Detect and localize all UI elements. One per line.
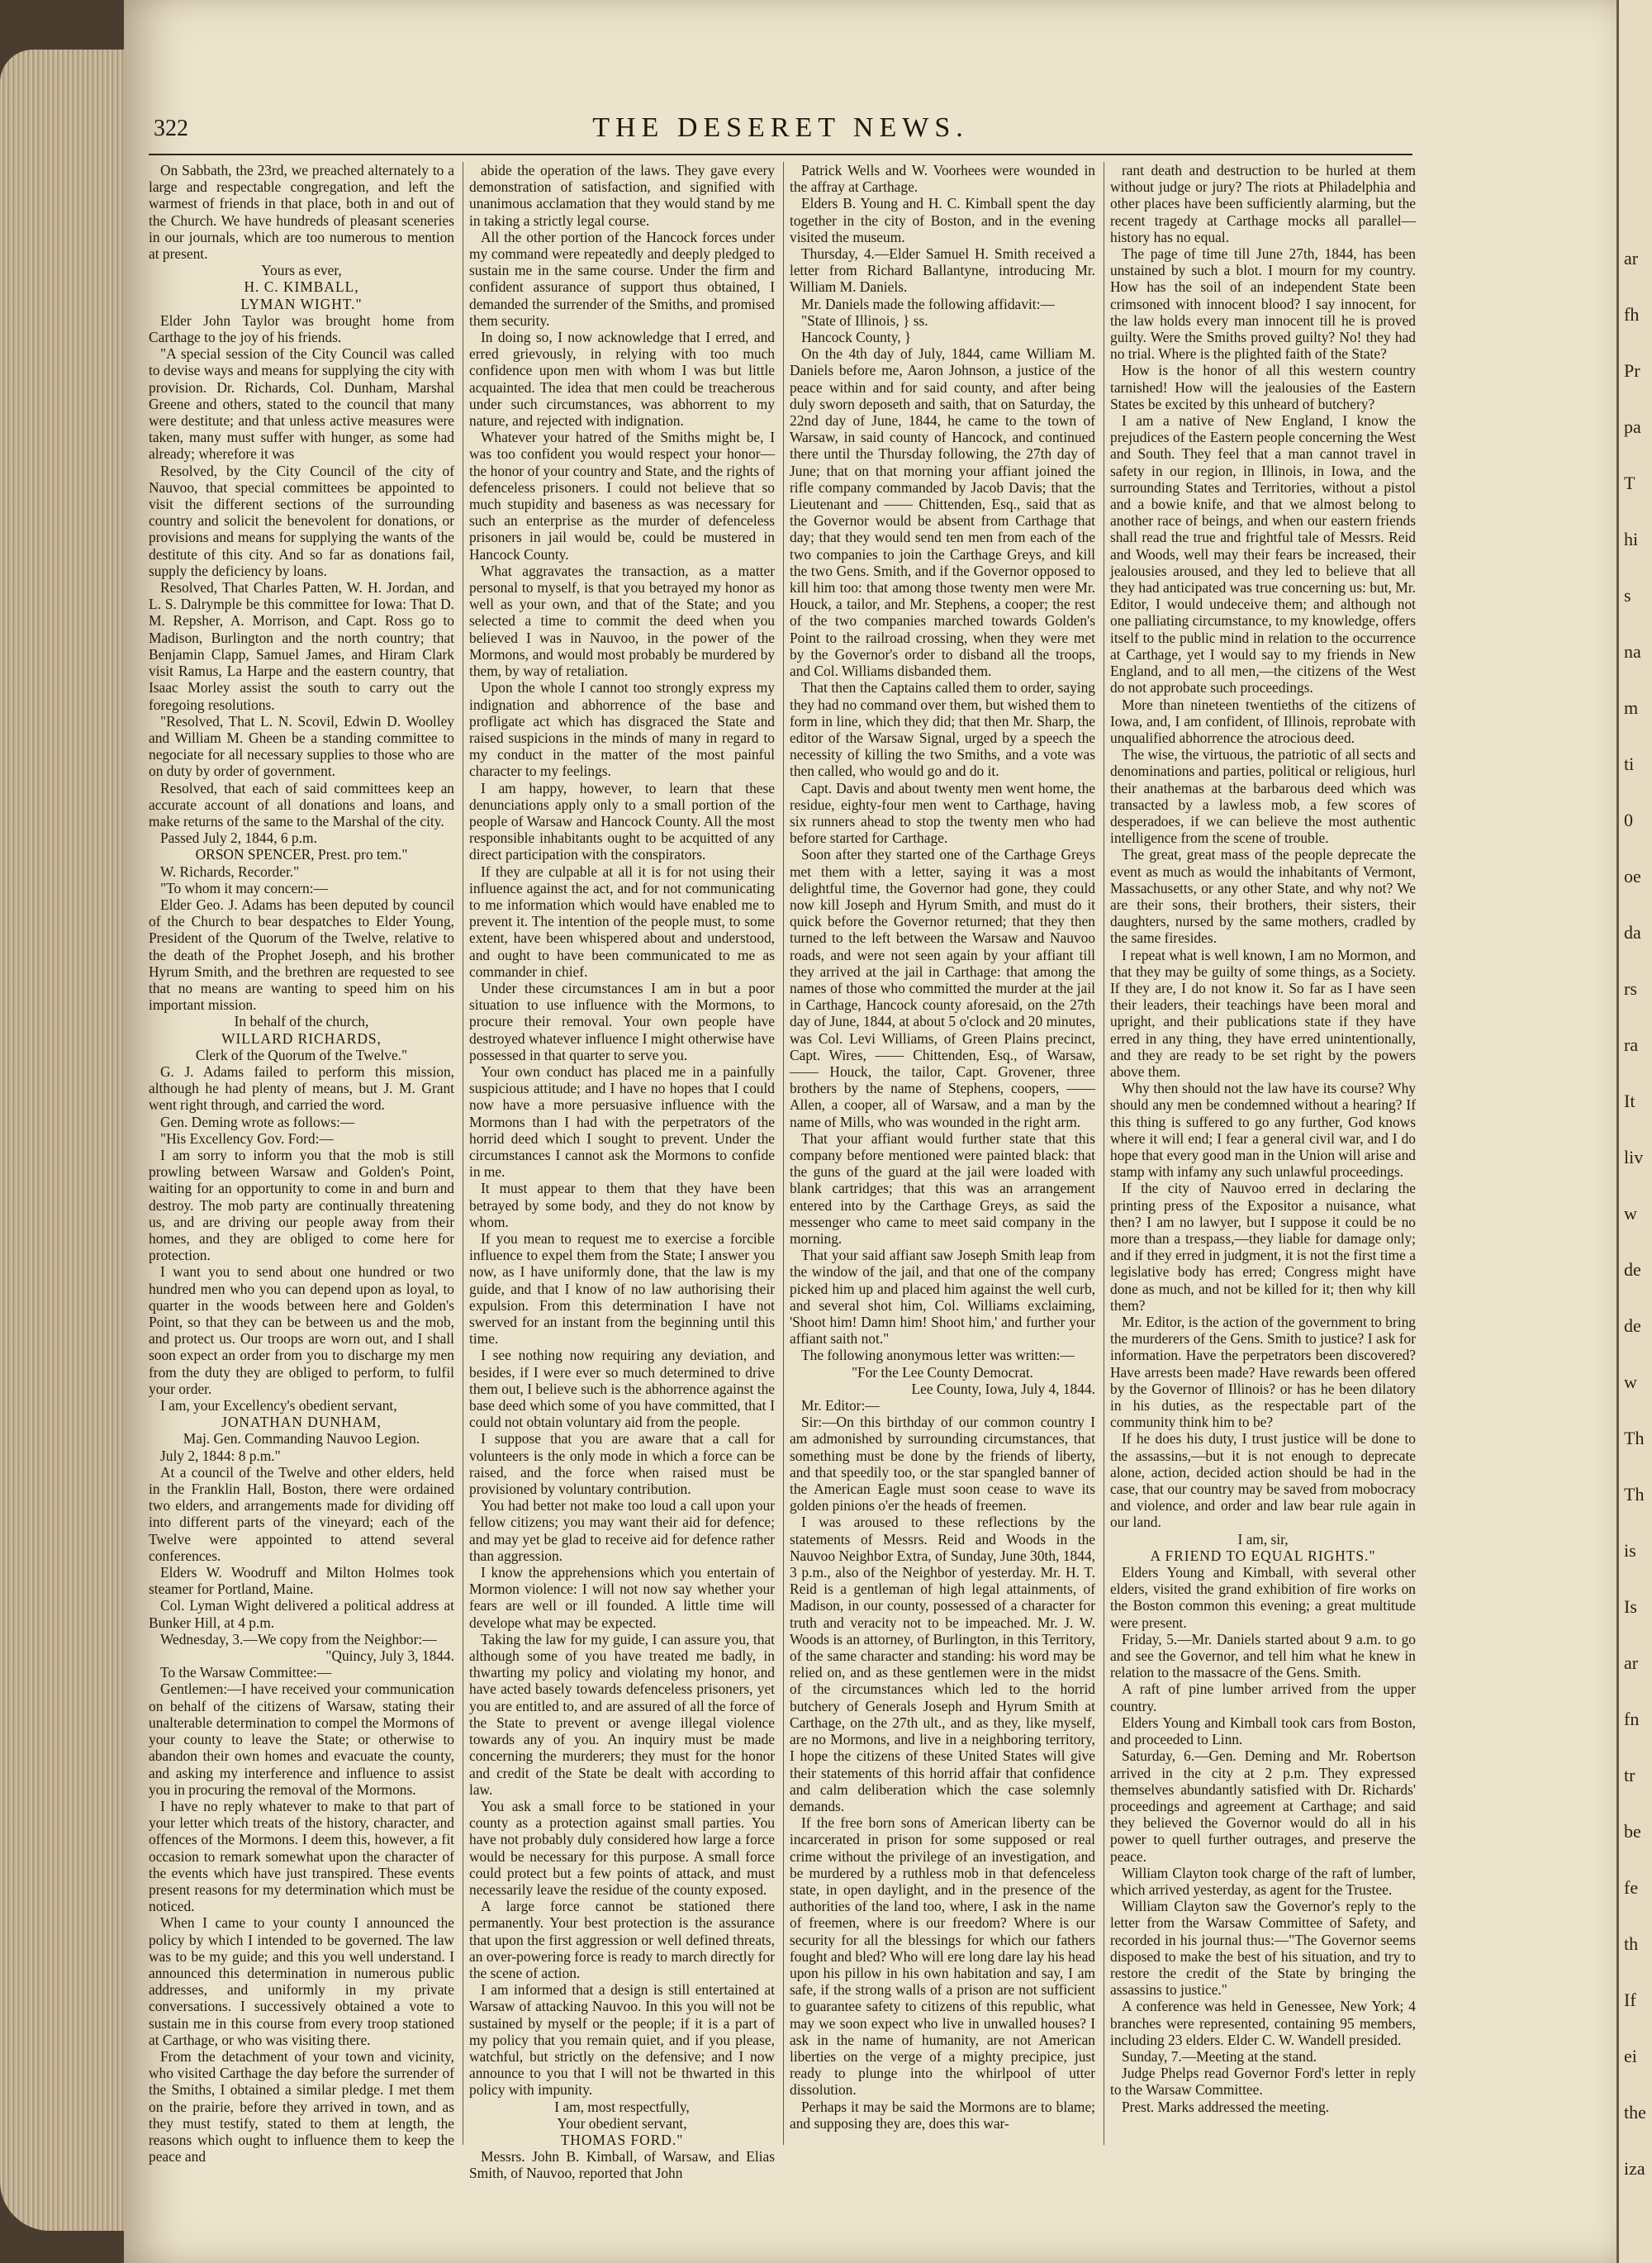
paragraph: I am, most respectfully,	[554, 2098, 690, 2115]
paragraph: William Clayton saw the Governor's reply to the letter from the Warsaw Committee of Safety, and recorded in his journal thus:—"The Governor seems disposed to make the best of his situation, and try to restore the credit of the State by bringing the assassins to justice."	[1110, 1898, 1416, 1999]
paragraph: Elder John Taylor was brought home from Carthage to the joy of his friends.	[149, 311, 454, 346]
paragraph: It must appear to them that they have been betrayed by some body, and they do not know by whom.	[469, 1180, 775, 1230]
paragraph: abide the operation of the laws. They gave every demonstration of satisfaction, and signified with unanimous acclamation that they would stand by me in taking a strictly legal course.	[469, 162, 775, 229]
paragraph: A raft of pine lumber arrived from the upper country.	[1110, 1681, 1416, 1714]
signature-line: THOMAS FORD."	[560, 2131, 684, 2148]
paragraph: I am a native of New England, I know the prejudices of the Eastern people concerning the West and South. They feel that a man cannot travel in safety in our region, in Illinois, in Iowa, and the surrounding States and Territories, without a pistol and a bowie knife, and that we almost belong to another race of beings, and when our eastern friends shall read the true and frightful tale of Messrs. Reid and Woods, well may their fears be increased, their jealousies aroused, and they led to believe that all they had anticipated was true concerning us: but, Mr. Editor, I would undeceive them; and although not one palliating circumstance, to my knowledge, offers itself to the public mind in relation to the occurrence at Carthage, yet I would say to my friends in New England, and to all men,—the citizens of the West do not approbate such proceedings.	[1110, 412, 1416, 696]
paragraph: "To whom it may concern:—	[160, 879, 328, 896]
facing-page-text-fragment: ar	[1624, 1652, 1639, 1673]
paragraph: Soon after they started one of the Carthage Greys met them with a letter, saying it was a most delightful time, the Governor had gone, they could now kill Joseph and Hyrum Smith, and must do it quick before the Governor returned; that they then turned to the left between the Warsaw and Nauvoo roads, and were not seen again by your affiant till they arrived at the jail in Carthage: that among the names of those who committed the murder at the jail in Carthage, Hancock county aforesaid, on the 27th day of June, 1844, at about 5 o'clock and 20 minutes, was Col. Levi Williams, of Green Plains precinct, Capt. Wires, —— Chittenden, Esq., of Warsaw, —— Houck, the tailor, Capt. Grovener, three brothers by the name of Stephens, coopers, —— Allen, a cooper, all of Warsaw, and a man by the name of Mills, who was wounded in the right arm.	[790, 846, 1095, 1130]
facing-page-text-fragment: fe	[1624, 1877, 1639, 1898]
paragraph: I am informed that a design is still entertained at Warsaw of attacking Nauvoo. In this you will not be sustained by myself or the people; if it is a part of my policy that you remain quiet, and if you please, watchful, but strictly on the defensive; and I now announce to you that I will not be thwarted in this policy with impunity.	[469, 1981, 775, 2099]
paragraph: Perhaps it may be said the Mormons are to blame; and supposing they are, does this war-	[790, 2098, 1095, 2132]
paragraph: "Quincy, July 3, 1844.	[325, 1647, 454, 1665]
paragraph: Resolved, That Charles Patten, W. H. Jordan, and L. S. Dalrymple be this committee for Iowa: That D. M. Repsher, A. Morrison, and Capt. Ross go to Madison, Burlington and the north country; that Benjamin Clapp, Samuel James, and Hiram Clark visit Ramus, La Harpe and the eastern country, that Isaac Morley assist the south to carry out the foregoing resolutions.	[149, 579, 454, 713]
signature-line: H. C. KIMBALL,	[244, 278, 359, 296]
paragraph: I am, your Excellency's obedient servant,	[160, 1397, 397, 1414]
facing-page-text-fragment: de	[1624, 1315, 1641, 1336]
facing-page-text-fragment: 0	[1624, 810, 1633, 830]
facing-page-text-fragment: ei	[1624, 2046, 1637, 2066]
facing-page-text-fragment: de	[1624, 1259, 1641, 1280]
paragraph: Thursday, 4.—Elder Samuel H. Smith received a letter from Richard Ballantyne, introducing Mr. William M. Daniels.	[790, 245, 1095, 296]
facing-page-text-fragment: fn	[1624, 1709, 1640, 1729]
paragraph: Gen. Deming wrote as follows:—	[160, 1113, 355, 1130]
signature-line: A FRIEND TO EQUAL RIGHTS."	[1150, 1547, 1376, 1564]
paragraph: Elders Young and Kimball took cars from Boston, and proceeded to Linn.	[1110, 1714, 1416, 1748]
facing-page-text-fragment: the	[1624, 2102, 1646, 2123]
facing-page-text-fragment: th	[1624, 1933, 1639, 1954]
paragraph: Resolved, by the City Council of the city of Nauvoo, that special committees be appointed to visit the different sections of the surrounding country and solicit the benevolent for donations, or provisions and means for supplying the wants of the destitute of this city. And so far as donations fail, supply the deficiency by loans.	[149, 462, 454, 579]
facing-page-text-fragment: m	[1624, 697, 1639, 718]
paragraph: "His Excellency Gov. Ford:—	[160, 1129, 334, 1147]
facing-page-text-fragment: s	[1624, 585, 1631, 606]
paragraph: Sir:—On this birthday of our common country I am admonished by surrounding circumstances, that something must be done by the friends of liberty, and that speedily too, or the star spangled banner of the American Eagle must soon cease to wave its golden pinions o'er the heads of freemen.	[790, 1414, 1095, 1514]
facing-page-text-fragment: is	[1624, 1540, 1636, 1561]
paragraph: Hancock County, }	[801, 329, 912, 346]
paragraph: That then the Captains called them to order, saying they had no command over them, but wished them to form in line, which they did; that then Mr. Sharp, the editor of the Warsaw Signal, urged by a speech the necessity of killing the two Smiths, and a vote was then called, who would go and do it.	[790, 679, 1095, 780]
paragraph: Taking the law for my guide, I can assure you, that although some of you have treated me badly, in thwarting my policy and violating my honor, and have acted basely towards defenceless prisoners, yet you are entitled to, and are assured of all the force of the State to prevent or avenge illegal violence towards any of you. An inquiry must be made concerning the murderers; they must for the honor and credit of the State be dealt with according to law.	[469, 1630, 775, 1798]
paragraph: Mr. Daniels made the following affidavit:—	[801, 295, 1055, 312]
facing-page-text-fragment: w	[1624, 1372, 1637, 1392]
paragraph: Your own conduct has placed me in a painfully suspicious attitude; and I have no hopes that I could now have a more persuasive influence with the Mormons than I had with the perpetrators of the horrid deed which I sought to prevent. Under the circumstances I cannot ask the Mormons to confide in me.	[469, 1063, 775, 1181]
facing-page-edge	[1616, 0, 1652, 2263]
paragraph: To the Warsaw Committee:—	[160, 1664, 332, 1681]
paragraph: In behalf of the church,	[234, 1013, 369, 1030]
facing-page-text-fragment: be	[1624, 1821, 1641, 1842]
paragraph: I am sorry to inform you that the mob is still prowling between Warsaw and Golden's Point, waiting for an opportunity to come in and burn and destroy. The mob party are continually threatening us, and are driving our people away from their homes, and they are obliged to come here for protection.	[149, 1146, 454, 1264]
paragraph: Lee County, Iowa, July 4, 1844.	[911, 1380, 1095, 1397]
paragraph: I repeat what is well known, I am no Mormon, and that they may be guilty of some things, as a Society. If they are, I do not know it. So far as I have seen their leaders, their teachings have been moral and upright, and their publications state if they have erred in any thing, they have erred unintentionally, and they are ready to be set right by the powers above them.	[1110, 946, 1416, 1080]
paragraph: Elder Geo. J. Adams has been deputed by council of the Church to bear despatches to Elder Young, President of the Quorum of the Twelve, relative to the death of the Prophet Joseph, and his brother Hyrum Smith, and the brethren are requested to see that no means are wanting to speed him on his important mission.	[149, 896, 454, 1014]
paragraph: I am happy, however, to learn that these denunciations apply only to a small portion of the people of Warsaw and Hancock County. All the most responsible inhabitants ought to be acquitted of any direct participation with the conspirators.	[469, 779, 775, 863]
paragraph: Yours as ever,	[261, 262, 342, 279]
paragraph: July 2, 1844: 8 p.m."	[160, 1447, 281, 1464]
paragraph: On the 4th day of July, 1844, came William M. Daniels before me, Aaron Johnson, a justice of the peace within and for said county, and after being duly sworn deposeth and saith, that on Saturday, the 22nd day of June, 1844, he came to the town of Warsaw, in said county of Hancock, and continued there until the Thursday following, the 27th day of June; that on that morning your affiant joined the rifle company commanded by Jacob Davis; that the Lieutenant and —— Chittenden, Esq., said that as the Governor would be absent from Carthage that day; that they would send ten men from each of the two companies to join the Carthage Greys, and kill the two Gens. Smith, and if the Governor opposed to kill him too: that among those twenty men were Mr. Houck, a tailor, and Mr. Stephens, a cooper; the rest of the two companies marched towards Golden's Point to the railroad crossing, when they were met by the Governor's order to disband all the troops, and Col. Williams disbanded them.	[790, 345, 1095, 680]
paragraph: Friday, 5.—Mr. Daniels started about 9 a.m. to go and see the Governor, and tell him what he knew in relation to the massacre of the Gens. Smith.	[1110, 1630, 1416, 1681]
paragraph: When I came to your county I announced the policy by which I intended to be governed. The law was to be my guide; and this you well understand. I announced this determination in numerous public addresses, and uniformly in my private conversations. I successively obtained a vote to sustain me in this course from every troop stationed at Carthage, or who was visiting there.	[149, 1914, 454, 2048]
paragraph: "State of Illinois, } ss.	[801, 311, 928, 329]
paragraph: Patrick Wells and W. Voorhees were wounded in the affray at Carthage.	[790, 162, 1095, 196]
facing-page-text-fragment: T	[1624, 473, 1635, 493]
paragraph: rant death and destruction to be hurled at them without judge or jury? The riots at Philadelphia and other places have been sufficiently alarming, but the recent tragedy at Carthage mocks all parallel—history has no equal.	[1110, 162, 1416, 245]
paragraph: Prest. Marks addressed the meeting.	[1122, 2098, 1330, 2115]
facing-page-text-fragment: liv	[1624, 1147, 1644, 1167]
paragraph: I suppose that you are aware that a call for volunteers is the only mode in which a force can be raised, and the force when raised must be provisioned by voluntary contribution.	[469, 1430, 775, 1498]
paragraph: Saturday, 6.—Gen. Deming and Mr. Robertson arrived in the city at 2 p.m. They expressed themselves abundantly satisfied with Dr. Richards' proceedings and agreement at Carthage; and said they believed the Governor would do all in his power to quell further outrages, and preserve the peace.	[1110, 1747, 1416, 1865]
paragraph: You ask a small force to be stationed in your county as a protection against small parties. You have not probably duly considered how large a force would be necessary for this purpose. A small force could protect but a few points of attack, and must necessarily leave the residue of the county exposed.	[469, 1797, 775, 1898]
paragraph: The following anonymous letter was written:—	[801, 1347, 1075, 1364]
paragraph: At a council of the Twelve and other elders, held in the Franklin Hall, Boston, there were ordained two elders, and arrangements made for dividing off into different parts of the vineyard; each of the Twelve were appointed to attend several conferences.	[149, 1463, 454, 1564]
article-columns	[149, 162, 1429, 2182]
signature-line: WILLARD RICHARDS,	[221, 1029, 382, 1047]
facing-page-text-fragment: iza	[1624, 2158, 1645, 2179]
paragraph: How is the honor of all this western country tarnished! How will the jealousies of the Eastern States be excited by this unheard of butchery?	[1110, 362, 1416, 412]
paragraph: I was aroused to these reflections by the statements of Messrs. Reid and Woods in the Nauvoo Neighbor Extra, of Sunday, June 30th, 1844, 3 p.m., also of the Neighbor of yesterday. Mr. H. T. Reid is a gentleman of high legal attainments, of Madison, in our county, possessed of a character for truth and veracity not to be impeached. Mr. J. W. Woods is an attorney, of Burlington, in this Territory, of the same character and standing: his word may be relied on, and as these gentlemen were in the midst of the circumstances which led to the horrid butchery of Generals Joseph and Hyrum Smith at Carthage, on the 27th ult., and as they, like myself, are no Mormons, and live in a neighboring territory, I hope the citizens of these United States will give their statements of this horrid affair that confidence and calm deliberation which the case solemnly demands.	[790, 1514, 1095, 1814]
paragraph: Your obedient servant,	[557, 2114, 687, 2132]
paragraph: If the free born sons of American liberty can be incarcerated in prison for some supposed or real crime without the privilege of an investigation, and be murdered by a ruthless mob in that defenceless state, in open daylight, and in the presence of the authorities of the land too, where, I ask in the name of freemen, where is our freedom? Where is our security for all the blessings for which our fathers fought and bled? Who will ere long dare lay his head upon his pillow in his own habitation and say, I am safe, if the strong walls of a prison are not sufficient to guarantee safety to citizens of this republic, what may we soon expect who live in unwalled houses? I ask in the name of humanity, are not American liberties on the verge of a mighty precipice, just ready to plunge into the whirlpool of utter dissolution.	[790, 1814, 1095, 2099]
paragraph: I know the apprehensions which you entertain of Mormon violence: I will not now say whether your fears are well or ill founded. A little time will develope what may be expected.	[469, 1564, 775, 1631]
paragraph: Elders B. Young and H. C. Kimball spent the day together in the city of Boston, and in the evening visited the museum.	[790, 195, 1095, 245]
paragraph: Messrs. John B. Kimball, of Warsaw, and Elias Smith, of Nauvoo, reported that John	[469, 2148, 775, 2182]
facing-page-text-fragment: pa	[1624, 416, 1641, 437]
paragraph: In doing so, I now acknowledge that I erred, and erred grievously, in relying with too much confidence upon men with whom I was but little acquainted. The idea that men could be treacherous under such circumstances, was abhorrent to my nature, and rejected with indignation.	[469, 329, 775, 430]
paragraph: "For the Lee County Democrat.	[851, 1363, 1034, 1381]
paragraph: The page of time till June 27th, 1844, has been unstained by such a blot. I mourn for my country. How has the soil of an independent State been crimsoned with innocent blood? I say innocent, for the law holds every man innocent till he is proved guilty. Were the Smiths proved guilty? No! they had no trial. Where is the plighted faith of the State?	[1110, 245, 1416, 363]
paragraph: Passed July 2, 1844, 6 p.m.	[160, 830, 317, 847]
facing-page-text-fragment: oe	[1624, 866, 1641, 887]
paragraph: William Clayton took charge of the raft of lumber, which arrived yesterday, as agent for the Trustee.	[1110, 1864, 1416, 1898]
facing-page-text-fragment: hi	[1624, 529, 1639, 549]
paragraph: Whatever your hatred of the Smiths might be, I was too confident you would respect your honor—the honor of your country and State, and the rights of defenceless prisoners. I could not believe that so much stupidity and baseness as was necessary for such an enterprise as the murder of defenceless prisoners in jail would be, could be mustered in Hancock County.	[469, 429, 775, 563]
paragraph: I want you to send about one hundred or two hundred men who you can depend upon as loyal, to quarter in the woods between here and Golden's Point, so that they can be between us and the mob, and protect us. Our troops are worn out, and I shall soon expect an order from you to discharge my men from the duty they are obliged to perform, to fulfil your order.	[149, 1263, 454, 1397]
paragraph: Gentlemen:—I have received your communication on behalf of the citizens of Warsaw, stating their unalterable determination to compel the Mormons of your county to leave the State; or otherwise to abandon their own homes and evacuate the county, and asking my interference and influence to assist you in procuring the removal of the Mormons.	[149, 1681, 454, 1798]
paragraph: I am, sir,	[1237, 1530, 1289, 1547]
signature-line: LYMAN WIGHT."	[240, 295, 363, 312]
paragraph: I have no reply whatever to make to that part of your letter which treats of the history, character, and offences of the Mormons. I deem this, however, a fit occasion to remark somewhat upon the character of the events which have just transpired. These events present reasons for my determination which must be noticed.	[149, 1797, 454, 1915]
column-4	[1110, 162, 1416, 2170]
facing-page-text-fragment: Th	[1624, 1428, 1645, 1448]
facing-page-text-fragment: na	[1624, 641, 1641, 662]
facing-page-text-fragment: ti	[1624, 754, 1635, 774]
paragraph: Upon the whole I cannot too strongly express my indignation and abhorrence of the base and profligate act which has disgraced the State and raised suspicions in the minds of many in regard to my conduct in the matter of the most painful character to my feelings.	[469, 679, 775, 780]
paragraph: If the city of Nauvoo erred in declaring the printing press of the Expositor a nuisance, what then? I am no lawyer, but I suppose it could be no more than a trespass,—they liable for damage only; and if they erred in judgment, it is not the first time a legislative body has erred; Congress might have done as much, and not be killed for it; then why kill them?	[1110, 1180, 1416, 1314]
paragraph: More than nineteen twentieths of the citizens of Iowa, and, I am confident, of Illinois, reprobate with unqualified abhorrence the atrocious deed.	[1110, 696, 1416, 746]
facing-page-text-fragment: ar	[1624, 248, 1639, 269]
paragraph: All the other portion of the Hancock forces under my command were repeatedly and deeply pledged to sustain me in the same course. Under the firm and confident assurance of support thus obtained, I demanded the surrender of the Smiths, and promised them security.	[469, 228, 775, 329]
paragraph: ORSON SPENCER, Prest. pro tem."	[195, 846, 408, 863]
facing-page-text-fragment: tr	[1624, 1765, 1635, 1785]
paragraph: Capt. Davis and about twenty men went home, the residue, eighty-four men went to Carthage, having six runners ahead to stop the twenty men who had before started for Carthage.	[790, 779, 1095, 847]
book-page-edges	[0, 50, 124, 2231]
paragraph: That your affiant would further state that this company before mentioned were painted black: that the guns of the guard at the jail were loaded with blank cartridges; that this was an arrangement entered into by the Carthage Greys, as said the messenger who came to meet said company in the morning.	[790, 1129, 1095, 1247]
paragraph: From the detachment of your town and vicinity, who visited Carthage the day before the surrender of the Smiths, I obtained a similar pledge. I met them on the prairie, before they arrived in town, and as they must testify, stated to them at length, the reasons which ought to influence them to keep the peace and	[149, 2047, 454, 2166]
paragraph: Elders Young and Kimball, with several other elders, visited the grand exhibition of fire works on the Boston common this evening; a great multitude were present.	[1110, 1564, 1416, 1631]
facing-page-text-fragment: ra	[1624, 1034, 1639, 1055]
paragraph: Wednesday, 3.—We copy from the Neighbor:—	[160, 1630, 437, 1647]
paragraph: Under these circumstances I am in but a poor situation to use influence with the Mormons, to procure their removal. Your own people have destroyed whatever influence I might otherwise have possessed in that quarter to serve you.	[469, 979, 775, 1063]
paragraph: You had better not make too loud a call upon your fellow citizens; you may want their aid for defence; and may yet be glad to receive aid for defence rather than aggression.	[469, 1497, 775, 1564]
paragraph: A conference was held in Genessee, New York; 4 branches were represented, containing 95 members, including 23 elders. Elder C. W. Wandell presided.	[1110, 1998, 1416, 2048]
column-1	[149, 162, 454, 2170]
facing-page-text-fragment: w	[1624, 1203, 1637, 1224]
column-rule	[783, 162, 784, 2145]
paragraph: "Resolved, That L. N. Scovil, Edwin D. Woolley and William M. Gheen be a standing committee to negociate for all necessary supplies to those who are on duty by order of government.	[149, 712, 454, 780]
facing-page-text-fragment: Pr	[1624, 360, 1640, 381]
facing-page-text-fragment: It	[1624, 1091, 1635, 1111]
paragraph: Maj. Gen. Commanding Nauvoo Legion.	[183, 1430, 420, 1448]
facing-page-text-fragment: da	[1624, 922, 1641, 943]
signature-line: JONATHAN DUNHAM,	[221, 1414, 382, 1431]
column-2	[469, 162, 775, 2182]
paragraph: If they are culpable at all it is for not using their influence against the act, and for not communicating to me information which would have enabled me to prevent it. The intention of the people must, to some extent, have been whispered about and understood, and ought to have been communicated to me as commander in chief.	[469, 863, 775, 980]
paragraph: That your said affiant saw Joseph Smith leap from the window of the jail, and that one of the company picked him up and placed him against the well curb, and several shot him, Col. Williams exclaiming, 'Shoot him! Damn him! Shoot him,' and further your affiant saith not."	[790, 1247, 1095, 1348]
column-3	[790, 162, 1095, 2170]
paragraph: If you mean to request me to exercise a forcible influence to expel them from the State; I answer you now, as I have uniformly done, that the law is my guide, and that I know of no law authorising their expulsion. From this determination I have not swerved for an instant from the beginning until this time.	[469, 1230, 775, 1348]
paragraph: I see nothing now requiring any deviation, and besides, if I were ever so much determined to drive them out, I believe such is the abhorrence against the base deed which some of you have committed, that I could not obtain voluntary aid from the people.	[469, 1347, 775, 1431]
masthead-title: THE DESERET NEWS.	[592, 112, 969, 143]
paragraph: What aggravates the transaction, as a matter personal to myself, is that you betrayed my honor as well as your own, and that of the State; and you selected a time to commit the deed when you believed I was in Nauvoo, in the power of the Mormons, and would most probably be murdered by them, by way of retaliation.	[469, 562, 775, 680]
page-number: 322	[154, 116, 188, 141]
facing-page-text-fragment: rs	[1624, 978, 1637, 999]
paragraph: Sunday, 7.—Meeting at the stand.	[1122, 2047, 1317, 2065]
facing-page-text-fragment: Th	[1624, 1484, 1645, 1505]
paragraph: Elders W. Woodruff and Milton Holmes took steamer for Portland, Maine.	[149, 1564, 454, 1598]
paragraph: W. Richards, Recorder."	[160, 863, 300, 880]
paragraph: Clerk of the Quorum of the Twelve."	[195, 1046, 408, 1063]
paragraph: "A special session of the City Council was called to devise ways and means for supplying the city with provision. Dr. Richards, Col. Dunham, Marshal Greene and others, stated to the council that many were destitute; and that unless active measures were taken, many must suffer with hunger, as some had already; wherefore it was	[149, 345, 454, 463]
paragraph: Judge Phelps read Governor Ford's letter in reply to the Warsaw Committee.	[1110, 2065, 1416, 2099]
page-header	[149, 112, 1412, 155]
paragraph: Col. Lyman Wight delivered a political address at Bunker Hill, at 4 p.m.	[149, 1597, 454, 1631]
paragraph: A large force cannot be stationed there permanently. Your best protection is the assurance that upon the first aggression or well defined threats, an over-powering force is ready to march directly for the scene of action.	[469, 1898, 775, 1981]
facing-page-text-fragment: If	[1624, 1990, 1636, 2010]
paragraph: Mr. Editor:—	[801, 1397, 880, 1414]
paragraph: The wise, the virtuous, the patriotic of all sects and denominations and parties, political or religious, hurl their anathemas at the barbarous deed which was transacted by a lawless mob, a few scores of desperadoes, if we can believe the most authentic intelligence from the scene of trouble.	[1110, 746, 1416, 847]
paragraph: Mr. Editor, is the action of the government to bring the murderers of the Gens. Smith to justice? I ask for information. Have the perpetrators been discovered? Have arrests been made? Have rewards been offered by the Governor of Illinois? or has he been dilatory in his duties, as the respectable part of the community think him to be?	[1110, 1314, 1416, 1431]
facing-page-text-fragment: Is	[1624, 1596, 1637, 1617]
paragraph: On Sabbath, the 23rd, we preached alternately to a large and respectable congregation, and left the warmest of friends in that place, both in and out of the Church. We have hundreds of pleasant sceneries in our journals, which are too numerous to mention at present.	[149, 162, 454, 263]
paragraph: Why then should not the law have its course? Why should any men be condemned without a hearing? If this thing is suffered to go any further, God knows where it will end; I fear a general civil war, and I do hope that every good man in the Union will arise and stamp with infamy any such unlawful proceedings.	[1110, 1080, 1416, 1181]
paragraph: G. J. Adams failed to perform this mission, although he had plenty of means, but J. M. Grant went right through, and carried the word.	[149, 1063, 454, 1114]
facing-page-text-fragment: fh	[1624, 304, 1640, 325]
paragraph: If he does his duty, I trust justice will be done to the assassins,—but it is not enough to deprecate alone, action, decided action should be had in the case, that our country may be saved from mobocracy and violence, and order and law bear rule again in our land.	[1110, 1430, 1416, 1531]
paragraph: Resolved, that each of said committees keep an accurate account of all donations and loans, and make returns of the same to the Marshal of the city.	[149, 779, 454, 830]
paragraph: The great, great mass of the people deprecate the event as much as would the inhabitants of Vermont, Massachusetts, or any other State, and why not? We are their sons, their brothers, their sisters, their daughters, nursed by the same mothers, cradled by the same firesides.	[1110, 846, 1416, 947]
